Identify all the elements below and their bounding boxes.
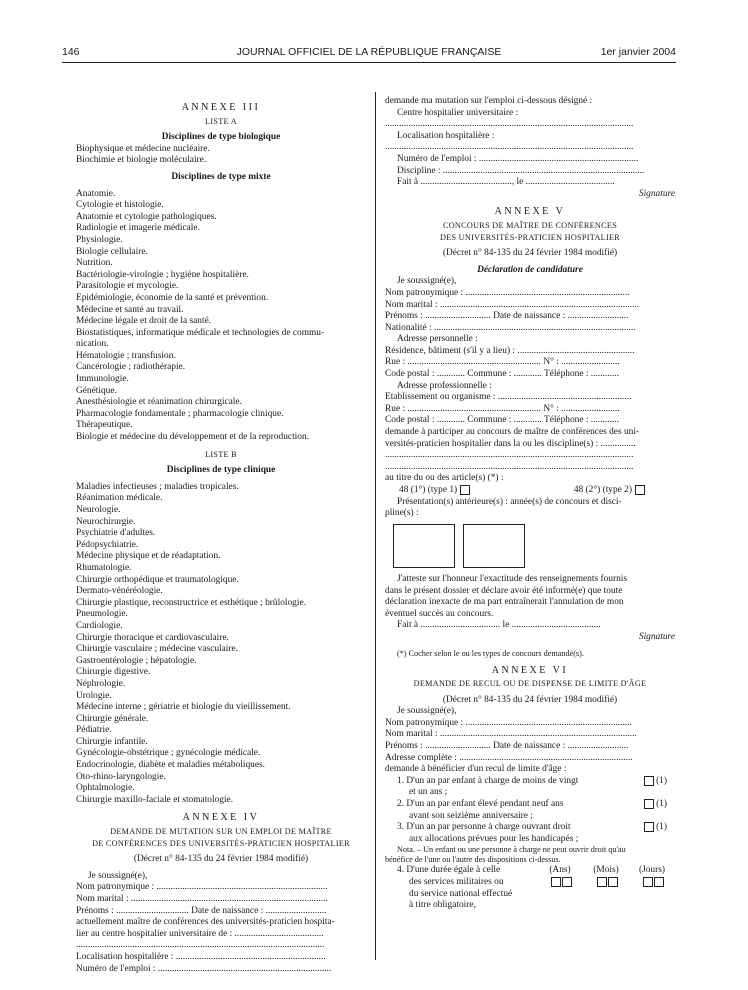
text-line: Cancérologie ; radiothérapie. <box>76 362 186 373</box>
text-line: Chirurgie vasculaire ; médecine vasculaire. <box>76 644 238 655</box>
recul-checkbox[interactable] <box>644 822 654 832</box>
item-4-line: 4. D'une durée égale à celle <box>397 865 501 876</box>
text-line: versités-praticien hospitalier dans la ou les discipline(s) : ............... <box>385 438 636 449</box>
bio-list <box>76 144 366 167</box>
text-line: nication. <box>76 339 109 350</box>
annexe-5-subtitle-1: CONCOURS DE MAÎTRE DE CONFÉRENCES <box>442 220 618 230</box>
duration-label: (Jours) <box>638 865 666 876</box>
left-column <box>76 96 366 975</box>
right-column <box>385 96 675 912</box>
journal-title: JOURNAL OFFICIEL DE LA RÉPUBLIQUE FRANÇAISE <box>236 46 502 58</box>
text-line: Ophtalmologie. <box>76 783 135 794</box>
recul-mark: (1) <box>656 822 667 833</box>
text-line: Neurologie. <box>76 505 121 515</box>
text-line: lier au centre hospitalier universitaire de : ...................................... <box>76 928 324 939</box>
text-line: Fait à .................................. le ...................................... <box>397 620 601 631</box>
text-line: Etablissement ou organisme : ......................................................... <box>385 392 632 403</box>
duration-field[interactable] <box>629 865 675 911</box>
annexe-5-title: ANNEXE V <box>494 206 566 218</box>
duration-field[interactable] <box>537 865 583 911</box>
page-header <box>62 46 676 62</box>
presentation-box-1[interactable] <box>393 524 455 568</box>
text-line: Localisation hospitalière : ................................................................ <box>76 951 326 962</box>
recul-item-text: 3. D'un an par personne à charge ouvrant droit <box>397 822 571 833</box>
annexe-4-title: ANNEXE IV <box>182 812 260 824</box>
text-line: demande à bénéficier d'un recul de limite d'âge : <box>385 764 567 775</box>
annexe-6-subtitle: DEMANDE DE RECUL OU DE DISPENSE DE LIMITE D'ÂGE <box>413 679 647 689</box>
recul-mark: (1) <box>656 776 667 786</box>
text-line: Réanimation médicale. <box>76 493 163 504</box>
type-1-option[interactable]: 48 (1°) (type 1) <box>399 485 470 497</box>
annexe-5-decret: (Décret n° 84-135 du 24 février 1984 modifié) <box>442 248 618 259</box>
text-line: Numéro de l'emploi : .......................................................................... <box>76 963 332 974</box>
recul-item-text-2: et un ans ; <box>409 787 448 798</box>
type-2-checkbox[interactable] <box>635 485 645 495</box>
text-line: Cytologie et histologie. <box>76 200 164 211</box>
text-line: Prénoms : ............................... Date de naissance : .......................... <box>76 905 327 916</box>
text-line: actuellement maître de conférences des universités-praticien hospita- <box>76 917 335 928</box>
text-line: Fait à ......................................., le ...................................... <box>397 177 615 188</box>
text-line: Hématologie ; transfusion. <box>76 350 176 361</box>
recul-mark: (1) <box>656 799 667 810</box>
type-2-option[interactable]: 48 (2°) (type 2) <box>574 485 645 497</box>
text-line: Nom marital : .................................................................................... <box>76 894 328 904</box>
text-line: Adresse complète : .......................................................................... <box>385 752 633 763</box>
text-line: Pharmacologie fondamentale ; pharmacologie clinique. <box>76 408 284 419</box>
text-line: Prénoms : ............................ Date de naissance : .......................... <box>385 741 629 752</box>
text-line: .......................................................................................................... <box>76 940 325 951</box>
text-line: Néphrologie. <box>76 678 126 689</box>
text-line: Rue : ......................................................... N° : ......................... <box>385 403 620 414</box>
text-line: Biologie cellulaire. <box>76 246 148 257</box>
signature-label: Signature <box>638 188 675 199</box>
text-line: Je soussigné(e), <box>397 706 457 717</box>
text-line: Cardiologie. <box>76 620 123 631</box>
text-line: Anesthésiologie et réanimation chirurgicale. <box>76 397 242 408</box>
text-line: Rhumatologie. <box>76 562 132 573</box>
text-line: Centre hospitalier universitaire : <box>397 107 519 118</box>
text-line: demande ma mutation sur l'emploi ci-dessous désigné : <box>385 96 593 106</box>
recul-item-text-2: avant son seizième anniversaire ; <box>409 810 533 821</box>
item-4-line: des services militaires ou <box>409 877 504 887</box>
text-line: Dermato-vénéréologie. <box>76 586 163 597</box>
text-line: Code postal : ............ Commune : ............ Téléphone : ............ <box>385 415 619 426</box>
text-line: Génétique. <box>76 385 117 396</box>
item-4-line: à titre obligatoire, <box>409 900 476 911</box>
text-line: Nationalité : ...................................................................................... <box>385 322 636 333</box>
liste-a-label: LISTE A <box>205 116 237 126</box>
recul-item <box>385 799 675 822</box>
text-line: Pédiatrie. <box>76 725 112 736</box>
text-line: Nom patronymique : ......................................................................... <box>76 882 328 893</box>
presentation-line: Présentation(s) antérieure(s) : année(s) de concours et disci- <box>397 496 622 507</box>
text-line: Résidence, bâtiment (s'il y a lieu) : .................................................. <box>385 345 635 356</box>
text-line: Adresse professionnelle : <box>397 380 492 391</box>
text-line: Parasitologie et mycologie. <box>76 281 179 292</box>
text-line: Médecine physique et de réadaptation. <box>76 551 221 562</box>
duration-label: (Ans) <box>549 865 571 876</box>
text-line: Rue : ......................................................... N° : ......................... <box>385 357 620 368</box>
text-line: .......................................................................................................... <box>385 461 634 472</box>
recul-item-check[interactable] <box>641 776 675 799</box>
text-line: Epidémiologie, économie de la santé et prévention. <box>76 292 269 303</box>
type-1-checkbox[interactable] <box>460 485 470 495</box>
text-line: Chirurgie maxillo-faciale et stomatologie. <box>76 794 234 805</box>
text-line: J'atteste sur l'honneur l'exactitude des renseignements fournis <box>397 573 628 584</box>
duration-field[interactable] <box>583 865 629 911</box>
text-line: Immunologie. <box>76 374 129 385</box>
text-line: déclaration inexacte de ma part entraînerait l'annulation de mon <box>385 597 624 608</box>
issue-date: 1er janvier 2004 <box>600 46 676 58</box>
text-line: Anatomie. <box>76 188 116 199</box>
text-line: Localisation hospitalière : <box>397 130 495 141</box>
text-line: Thérapeutique. <box>76 420 133 431</box>
text-line: Biophysique et médecine nucléaire. <box>76 143 210 154</box>
text-line: Chirurgie plastique, reconstructrice et esthétique ; brûlologie. <box>76 597 306 608</box>
header-rule <box>62 62 676 63</box>
recul-item-text-2: aux allocations prévues pour les handicapés ; <box>409 833 579 844</box>
text-line: Chirurgie générale. <box>76 713 149 724</box>
text-line: éventuel succès au concours. <box>385 608 494 619</box>
recul-item-text: 1. D'un an par enfant à charge de moins de vingt <box>397 775 579 786</box>
text-line: Pédopsychiatrie. <box>76 539 139 550</box>
text-line: Gynécologie-obstétrique ; gynécologie médicale. <box>76 748 261 759</box>
text-line: .......................................................................................................... <box>385 119 634 130</box>
duration-boxes[interactable] <box>537 877 583 889</box>
text-line: Maladies infectieuses ; maladies tropicales. <box>76 481 239 492</box>
text-line: Médecine interne ; gériatrie et biologie du vieillissement. <box>76 702 291 713</box>
signature-label-2: Signature <box>638 631 675 642</box>
text-line: Pneumologie. <box>76 609 128 620</box>
recul-item-check[interactable] <box>641 799 675 822</box>
recul-item <box>385 776 675 799</box>
text-line: Urologie. <box>76 690 112 701</box>
text-line: Code postal : ............ Commune : ............ Téléphone : ............ <box>385 369 619 380</box>
text-line: Médecine légale et droit de la santé. <box>76 316 212 327</box>
text-line: Je soussigné(e), <box>397 276 457 287</box>
item-4-line: du service national effectué <box>409 888 513 899</box>
text-line: Chirurgie orthopédique et traumatologique. <box>76 574 239 585</box>
annexe-4-subtitle-1: DEMANDE DE MUTATION SUR UN EMPLOI DE MAÎTRE <box>110 827 332 837</box>
attestation-text <box>385 574 675 632</box>
annexe-6-decret: (Décret n° 84-135 du 24 février 1984 modifié) <box>442 694 618 705</box>
recul-item-text: 2. D'un an par enfant élevé pendant neuf ans <box>397 799 564 810</box>
presentation-line-2: pline(s) : <box>385 508 419 519</box>
annexe-3-title: ANNEXE III <box>181 102 261 113</box>
text-line: Adresse personnelle : <box>397 334 478 345</box>
recul-item <box>385 822 675 845</box>
text-line: dans le présent dossier et déclare avoir été informé(e) que toute <box>385 585 623 596</box>
annexe-5-subtitle-2: DES UNIVERSITÉS-PRATICIEN HOSPITALIER <box>439 232 621 242</box>
text-line: Neurochirurgie. <box>76 516 136 527</box>
mutation-form <box>385 96 675 189</box>
text-line: .......................................................................................................... <box>385 450 634 461</box>
text-line: Chirurgie thoracique et cardiovasculaire. <box>76 632 229 643</box>
item-4-row <box>385 865 675 911</box>
text-line: Nom marital : ..................................................................................... <box>385 299 640 310</box>
presentation-boxes <box>385 524 675 568</box>
page-number: 146 <box>62 46 80 58</box>
text-line: Gastroentérologie ; hépatologie. <box>76 655 197 666</box>
item-4-text <box>385 865 512 911</box>
text-line: Prénoms : ............................ Date de naissance : .......................... <box>385 311 629 322</box>
recul-checkbox[interactable] <box>644 799 654 809</box>
text-line: Je soussigné(e), <box>88 870 148 881</box>
mixte-list <box>76 189 366 444</box>
text-line: Anatomie et cytologie pathologiques. <box>76 211 217 222</box>
column-divider <box>375 92 376 960</box>
annexe-6-title: ANNEXE VI <box>491 664 569 676</box>
text-line: Bactériologie-virologie ; hygiène hospitalière. <box>76 269 249 280</box>
text-line: Nutrition. <box>76 258 113 269</box>
candidature-form <box>385 276 675 485</box>
text-line: demande à participer au concours de maître de conférences des uni- <box>385 427 640 438</box>
recul-items <box>385 776 675 846</box>
duration-boxes[interactable] <box>629 877 675 889</box>
text-line: Oto-rhino-laryngologie. <box>76 771 166 782</box>
text-line: Chirurgie digestive. <box>76 667 151 678</box>
text-line: Numéro de l'emploi : .................................................................... <box>397 153 639 164</box>
text-line: Chirurgie infantile. <box>76 736 148 747</box>
presentation-box-2[interactable] <box>463 524 525 568</box>
text-line: Physiologie. <box>76 234 123 245</box>
text-line: .......................................................................................................... <box>385 142 634 153</box>
text-line: Biochimie et biologie moléculaire. <box>76 155 207 166</box>
clinique-list <box>76 482 366 807</box>
footnote: (*) Cocher selon le ou les types de concours demandé(s). <box>397 648 584 658</box>
text-line: Médecine et santé au travail. <box>76 304 184 315</box>
text-line: Biostatistiques, informatique médicale et technologies de commu- <box>76 327 325 338</box>
recul-checkbox[interactable] <box>644 776 654 786</box>
annexe-4-decret: (Décret n° 84-135 du 24 février 1984 modifié) <box>133 854 309 865</box>
duration-fields <box>537 865 675 911</box>
duration-boxes[interactable] <box>583 877 629 889</box>
text-line: Nom patronymique : ....................................................................... <box>385 717 632 728</box>
bio-heading: Disciplines de type biologique <box>161 132 281 143</box>
recul-item-check[interactable] <box>641 822 675 845</box>
duration-label: (Mois) <box>593 865 619 876</box>
nota-line-1: Nota. – Un enfant ou une personne à charge ne peut ouvrir droit qu'au <box>397 845 626 855</box>
concours-type-row <box>385 485 675 497</box>
text-line: au titre du ou des article(s) (*) : <box>385 473 504 484</box>
text-line: Psychiatrie d'adultes. <box>76 528 156 539</box>
nota-line-2: bénéfice de l'une ou l'autre des dispositions ci-dessus. <box>385 855 561 865</box>
clinique-heading: Disciplines de type clinique <box>166 465 276 476</box>
text-line: Nom patronymique : ...................................................................... <box>385 287 630 298</box>
declaration-heading: Déclaration de candidature <box>477 264 583 275</box>
annexe-4-form <box>76 871 366 975</box>
text-line: Nom marital : .................................................................................... <box>385 729 637 740</box>
text-line: Endocrinologie, diabète et maladies métaboliques. <box>76 760 266 771</box>
annexe-4-subtitle-2: DE CONFÉRENCES DES UNIVERSITÉS-PRATICIEN HOSPITALIER <box>92 838 350 848</box>
liste-b-label: LISTE B <box>205 449 237 459</box>
text-line: Radiologie et imagerie médicale. <box>76 223 200 234</box>
text-line: Discipline : ...................................................................................... <box>397 165 645 176</box>
recul-form <box>385 706 675 776</box>
text-line: Biologie et médecine du développement et de la reproduction. <box>76 432 309 443</box>
mixte-heading: Disciplines de type mixte <box>171 171 271 182</box>
